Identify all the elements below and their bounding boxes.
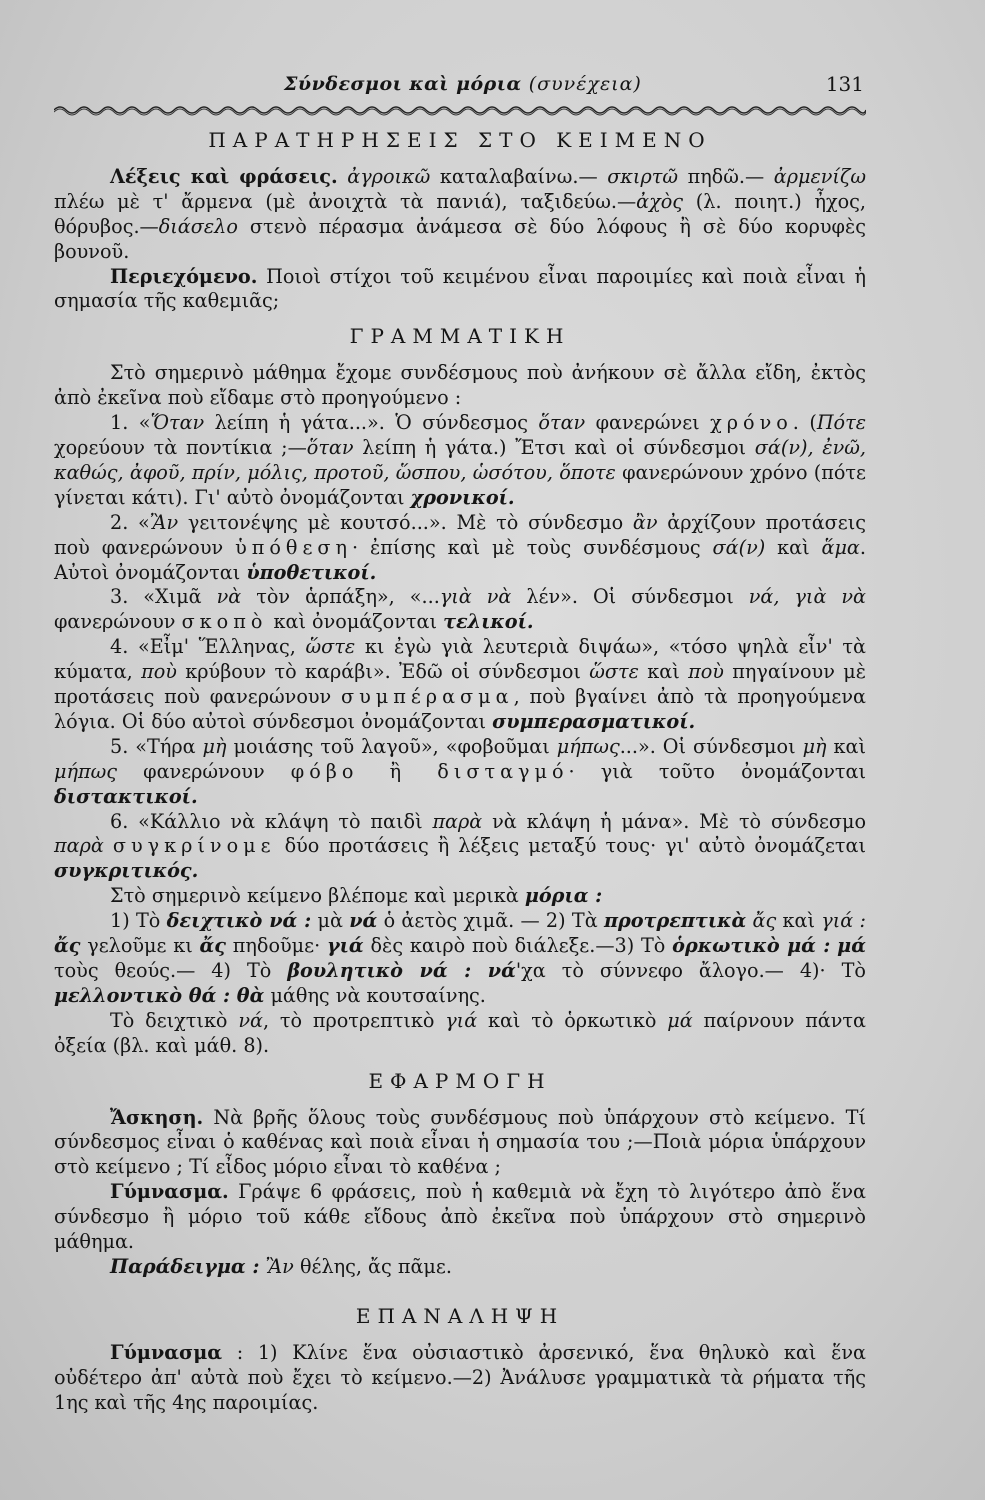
paragraph-example: Παράδειγμα : Ἂν θέλης, ἄς πᾶμε. — [110, 1254, 452, 1278]
paragraph-exercise: Ἄσκηση. Νὰ βρῆς ὅλους τοὺς συνδέσμους ποὺ ὑπάρχουν στὸ κείμενο. Τί σύνδεσμος εἶναι ὁ καθένας καὶ ποιὰ εἶναι ἡ σημασία του ;—Ποιὰ μόρια ὑπάρχουν στὸ κείμενο ; Τί εἶδος μόριο εἶναι τὸ καθένα ; — [54, 1105, 866, 1179]
spacer — [54, 1280, 866, 1294]
paragraph-drill: Γύμνασμα. Γράψε 6 φράσεις, ποὺ ἡ καθεμιὰ νὰ ἔχη τὸ λιγότερο ἀπὸ ἕνα σύνδεσμο ἢ μόριο τοῦ κάθε εἴδους ἀπὸ ἐκεῖνα ποὺ ὑπάρχουν στὸ σημερινὸ μάθημα. — [54, 1180, 866, 1254]
paragraph-words-phrases: Λέξεις καὶ φράσεις. ἀγροικῶ καταλαβαίνω.— σκιρτῶ πηδῶ.— ἀρμενίζω πλέω μὲ τ' ἄρμενα (μὲ ἀνοιχτὰ τὰ πανιά), ταξιδεύω.—ἀχὸς (λ. ποιητ.) ἦχος, θόρυβος.—διάσελο στενὸ πέρασμα ἀνάμεσα σὲ δύο λόφους ἢ σὲ δύο κορυφὲς βουνοῦ. — [54, 164, 867, 263]
running-title: Σύνδεσμοι καὶ μόρια (συνέχεια) — [284, 73, 642, 95]
section-title-grammar: ΓΡΑΜΜΑΤΙΚΗ — [349, 324, 571, 349]
paragraph-revision-drill: Γύμνασμα : 1) Κλίνε ἕνα οὐσιαστικὸ ἀρσενικό, ἕνα θηλυκὸ καὶ ἕνα οὐδέτερο ἀπ' αὐτὰ ποὺ ἔχει τὸ κείμενο.—2) Ἀνάλυσε γραμματικὰ τὰ ρήματα τῆς 1ης καὶ τῆς 4ης παροιμίας. — [54, 1340, 866, 1414]
section-title-revision: ΕΠΑΝΑΛΗΨΗ — [355, 1303, 565, 1328]
paragraph-accent-note: Τὸ δειχτικὸ νά, τὸ προτρεπτικὸ γιά καὶ τὸ ὁρκωτικὸ μά παίρνουν πάντα ὀξεία (βλ. καὶ μάθ. 8). — [54, 1008, 867, 1057]
paragraph-hesitative-conjunctions: 5. «Τήρα μὴ μοιάσης τοῦ λαγοῦ», «φοβοῦμαι μήπως...». Οἱ σύνδεσμοι μὴ καὶ μήπως φανερώνουν φόβο ἢ δισταγμό· γιὰ τοῦτο ὀνομάζονται διστακτικοί. — [54, 734, 866, 808]
paragraph-temporal-conjunctions: 1. «Ὅταν λείπη ἡ γάτα...». Ὁ σύνδεσμος ὅταν φανερώνει χρόνο. (Πότε χορεύουν τὰ ποντίκια ;—ὅταν λείπη ἡ γάτα.) Ἔτσι καὶ οἱ σύνδεσμοι σά(ν), ἐνῶ, καθώς, ἀφοῦ, πρίν, μόλις, προτοῦ, ὥσπου, ὡσότου, ὅποτε φανερώνουν χρόνο (πότε γίνεται κάτι). Γι' αὐτὸ ὀνομάζονται χρονικοί. — [54, 411, 867, 509]
decorative-wave-rule — [54, 102, 866, 118]
paragraph-particles-intro: Στὸ σημερινὸ κείμενο βλέπομε καὶ μερικὰ μόρια : — [110, 884, 603, 908]
section-title-application: ΕΦΑΡΜΟΓΗ — [368, 1068, 552, 1093]
section-title-observations: ΠΑΡΑΤΗΡΗΣΕΙΣ ΣΤΟ ΚΕΙΜΕΝΟ — [208, 128, 712, 152]
running-header — [54, 68, 866, 100]
paragraph-final-conjunctions: 3. «Χιμᾶ νὰ τὸν ἁρπάξη», «...γιὰ νὰ λέν». Οἱ σύνδεσμοι νά, γιὰ νὰ φανερώνουν σκοπὸ καὶ ὀνομάζονται τελικοί. — [54, 585, 867, 634]
page-content — [54, 68, 866, 1416]
paragraph-particles-list: 1) Τὸ δειχτικὸ νά : μὰ νά ὁ ἀετὸς χιμᾶ. — 2) Τὰ προτρεπτικὰ ἄς καὶ γιά : ἄς γελοῦμε κι ἄς πηδοῦμε· γιά δὲς καιρὸ ποὺ διάλεξε.—3) Τὸ ὁρκωτικὸ μά : μά τοὺς θεούς.— 4) Τὸ βουλητικὸ νά : νά'χα τὸ σύννεφο ἄλογο.— 4)· Τὸ μελλοντικὸ θά : θὰ μάθης νὰ κουτσαίνης. — [54, 909, 866, 1007]
paragraph-comparative-conjunctions: 6. «Κάλλιο νὰ κλάψη τὸ παιδὶ παρὰ νὰ κλάψη ἡ μάνα». Μὲ τὸ σύνδεσμο παρὰ συγκρίνομε δύο προτάσεις ἢ λέξεις μεταξύ τους· γι' αὐτὸ ὀνομάζεται συγκριτικός. — [54, 809, 866, 883]
paragraph-consecutive-conjunctions: 4. «Εἶμ' Ἕλληνας, ὥστε κι ἐγὼ γιὰ λευτεριὰ διψάω», «τόσο ψηλὰ εἶν' τὰ κύματα, ποὺ κρύβουν τὸ καράβι». Ἐδῶ οἱ σύνδεσμοι ὥστε καὶ ποὺ πηγαίνουν μὲ προτάσεις ποὺ φανερώνουν συμπέρασμα, ποὺ βγαίνει ἀπὸ τὰ προηγούμενα λόγια. Οἱ δύο αὐτοὶ σύνδεσμοι ὀνομάζονται συμπερασματικοί. — [54, 635, 866, 733]
page-number: 131 — [825, 72, 864, 96]
paragraph-grammar-intro: Στὸ σημερινὸ μάθημα ἔχομε συνδέσμους ποὺ ἀνήκουν σὲ ἄλλα εἴδη, ἐκτὸς ἀπὸ ἐκεῖνα ποὺ εἴδαμε στὸ προηγούμενο : — [54, 361, 866, 410]
paragraph-content-question: Περιεχόμενο. Ποιοὶ στίχοι τοῦ κειμένου εἶναι παροιμίες καὶ ποιὰ εἶναι ἡ σημασία τῆς καθεμιᾶς; — [54, 264, 866, 313]
paragraph-conditional-conjunctions: 2. «Ἂν γειτονέψης μὲ κουτσό...». Μὲ τὸ σύνδεσμο ἂν ἀρχίζουν προτάσεις ποὺ φανερώνουν ὑπόθεση· ἐπίσης καὶ μὲ τοὺς συνδέσμους σά(ν) καὶ ἅμα. Αὐτοὶ ὀνομάζονται ὑποθετικοί. — [54, 510, 866, 584]
